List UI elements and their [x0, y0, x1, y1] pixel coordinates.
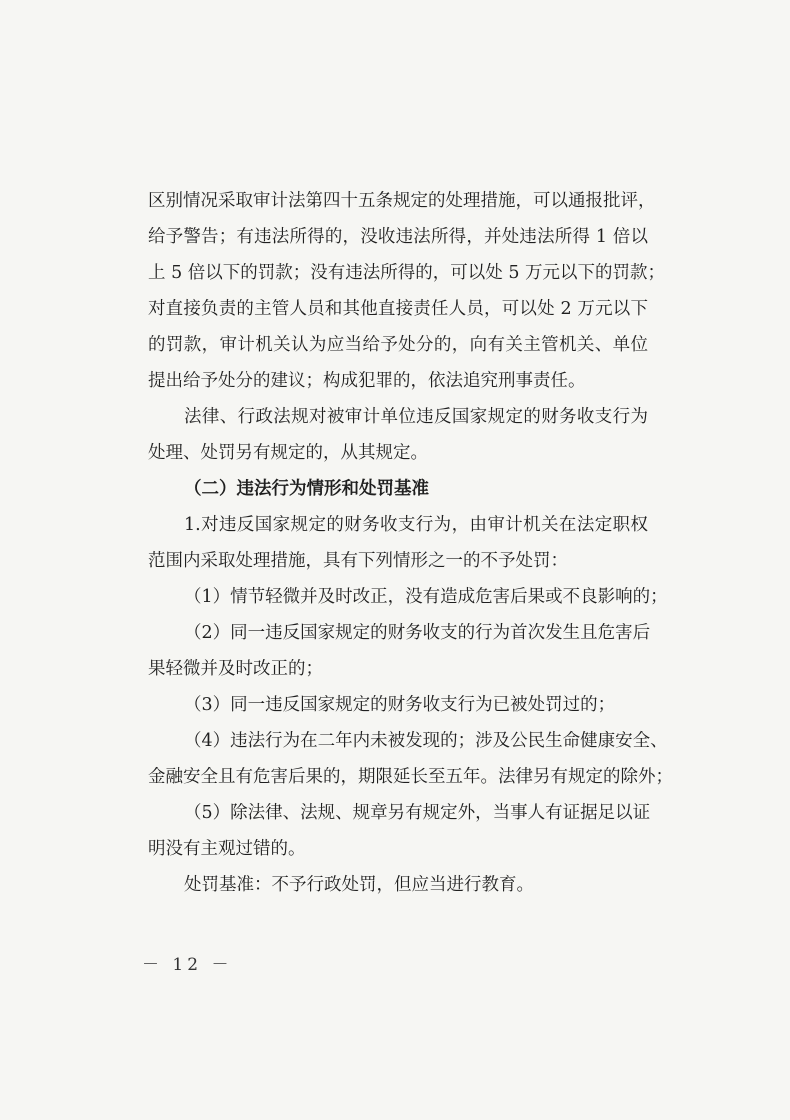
text-line: 金融安全且有危害后果的，期限延长至五年。法律另有规定的除外；	[148, 767, 673, 787]
list-item-line: （2）同一违反国家规定的财务收支的行为首次发生且危害后	[184, 623, 651, 643]
text-line: 区别情况采取审计法第四十五条规定的处理措施，可以通报批评，	[148, 191, 656, 211]
paragraph-start-line: 法律、行政法规对被审计单位违反国家规定的财务收支行为	[184, 407, 648, 427]
text-line: 处理、处罚另有规定的，从其规定。	[148, 443, 428, 463]
text-line: 对直接负责的主管人员和其他直接责任人员，可以处 2 万元以下	[148, 299, 648, 319]
text-line: 给予警告；有违法所得的，没收违法所得，并处违法所得 1 倍以	[148, 227, 648, 247]
text-line: 提出给予处分的建议；构成犯罪的，依法追究刑事责任。	[148, 371, 586, 391]
list-item-line: （1）情节轻微并及时改正，没有造成危害后果或不良影响的；	[184, 587, 668, 607]
list-item-line: （5）除法律、法规、规章另有规定外，当事人有证据足以证	[184, 803, 651, 823]
paragraph-start-line: 1.对违反国家规定的财务收支行为，由审计机关在法定职权	[184, 515, 648, 535]
text-line: 的罚款，审计机关认为应当给予处分的，向有关主管机关、单位	[148, 335, 648, 355]
paragraph-start-line: 处罚基准：不予行政处罚，但应当进行教育。	[184, 875, 534, 895]
document-body	[148, 183, 673, 903]
text-line: 果轻微并及时改正的；	[148, 659, 323, 679]
list-item-line: （3）同一违反国家规定的财务收支行为已被处罚过的；	[184, 695, 616, 715]
page-number: － 12 －	[142, 955, 233, 975]
text-line: 明没有主观过错的。	[148, 839, 306, 859]
section-heading: （二）违法行为情形和处罚基准	[184, 479, 429, 499]
list-item-line: （4）违法行为在二年内未被发现的；涉及公民生命健康安全、	[184, 731, 668, 751]
text-line: 上 5 倍以下的罚款；没有违法所得的，可以处 5 万元以下的罚款；	[148, 263, 666, 283]
text-line: 范围内采取处理措施，具有下列情形之一的不予处罚：	[148, 551, 568, 571]
